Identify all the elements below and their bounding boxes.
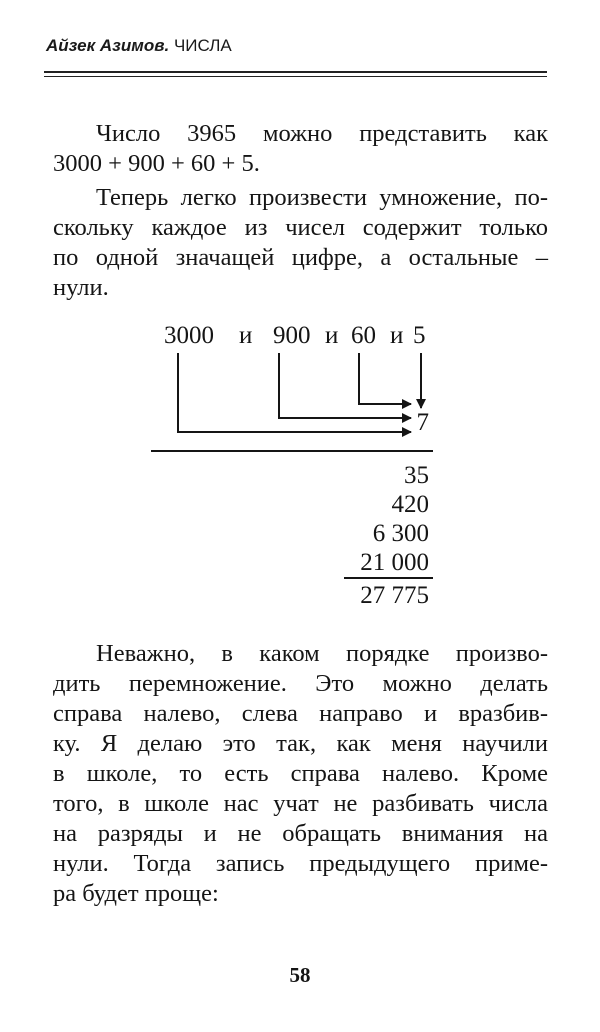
sum-result: 27 775 — [360, 582, 429, 609]
paragraph-3-line-7: на разряды и не обращать внимания на — [53, 820, 548, 847]
multiplier-7: 7 — [416, 409, 429, 436]
term-and-1: и — [239, 322, 253, 349]
partial-product-2: 420 — [391, 491, 429, 518]
paragraph-3-line-9: ра будет проще: — [53, 880, 219, 907]
paragraph-3-line-2: дить перемножение. Это можно делать — [53, 670, 548, 697]
page-number: 58 — [289, 963, 311, 987]
partial-product-1: 35 — [404, 462, 429, 489]
running-head-title: ЧИСЛА — [173, 36, 232, 55]
arrow-from-60 — [359, 353, 411, 404]
paragraph-3-line-4: ку. Я делаю это так, как меня научили — [53, 730, 548, 757]
paragraph-3-line-5: в школе, то есть справа налево. Кроме — [53, 760, 548, 787]
term-60: 60 — [351, 322, 376, 349]
paragraph-2-line-2: скольку каждое из чисел содержит только — [53, 214, 548, 241]
term-and-2: и — [325, 322, 339, 349]
term-5: 5 — [413, 322, 426, 349]
paragraph-1-line-2: 3000 + 900 + 60 + 5. — [53, 150, 260, 177]
paragraph-3-line-1: Неважно, в каком порядке произво- — [96, 640, 548, 667]
arrow-from-3000 — [178, 353, 411, 432]
arrow-from-900 — [279, 353, 411, 418]
paragraph-1-line-1: Число 3965 можно представить как — [96, 120, 548, 147]
term-and-3: и — [390, 322, 404, 349]
paragraph-3-line-8: нули. Тогда запись предыдущего приме- — [53, 850, 548, 877]
partial-product-3: 6 300 — [372, 520, 429, 547]
term-3000: 3000 — [164, 322, 214, 349]
running-head-author: Айзек Азимов. — [46, 36, 170, 55]
paragraph-3-line-3: справа налево, слева направо и вразбив- — [53, 700, 548, 727]
paragraph-2-line-1: Теперь легко произвести умножение, по- — [96, 184, 548, 211]
paragraph-3-line-6: того, в школе нас учат не разбивать числа — [53, 790, 548, 817]
term-900: 900 — [273, 322, 311, 349]
paragraph-2-line-4: нули. — [53, 274, 109, 301]
paragraph-2-line-3: по одной значащей цифре, а остальные – — [53, 244, 548, 271]
partial-product-4: 21 000 — [360, 549, 429, 576]
